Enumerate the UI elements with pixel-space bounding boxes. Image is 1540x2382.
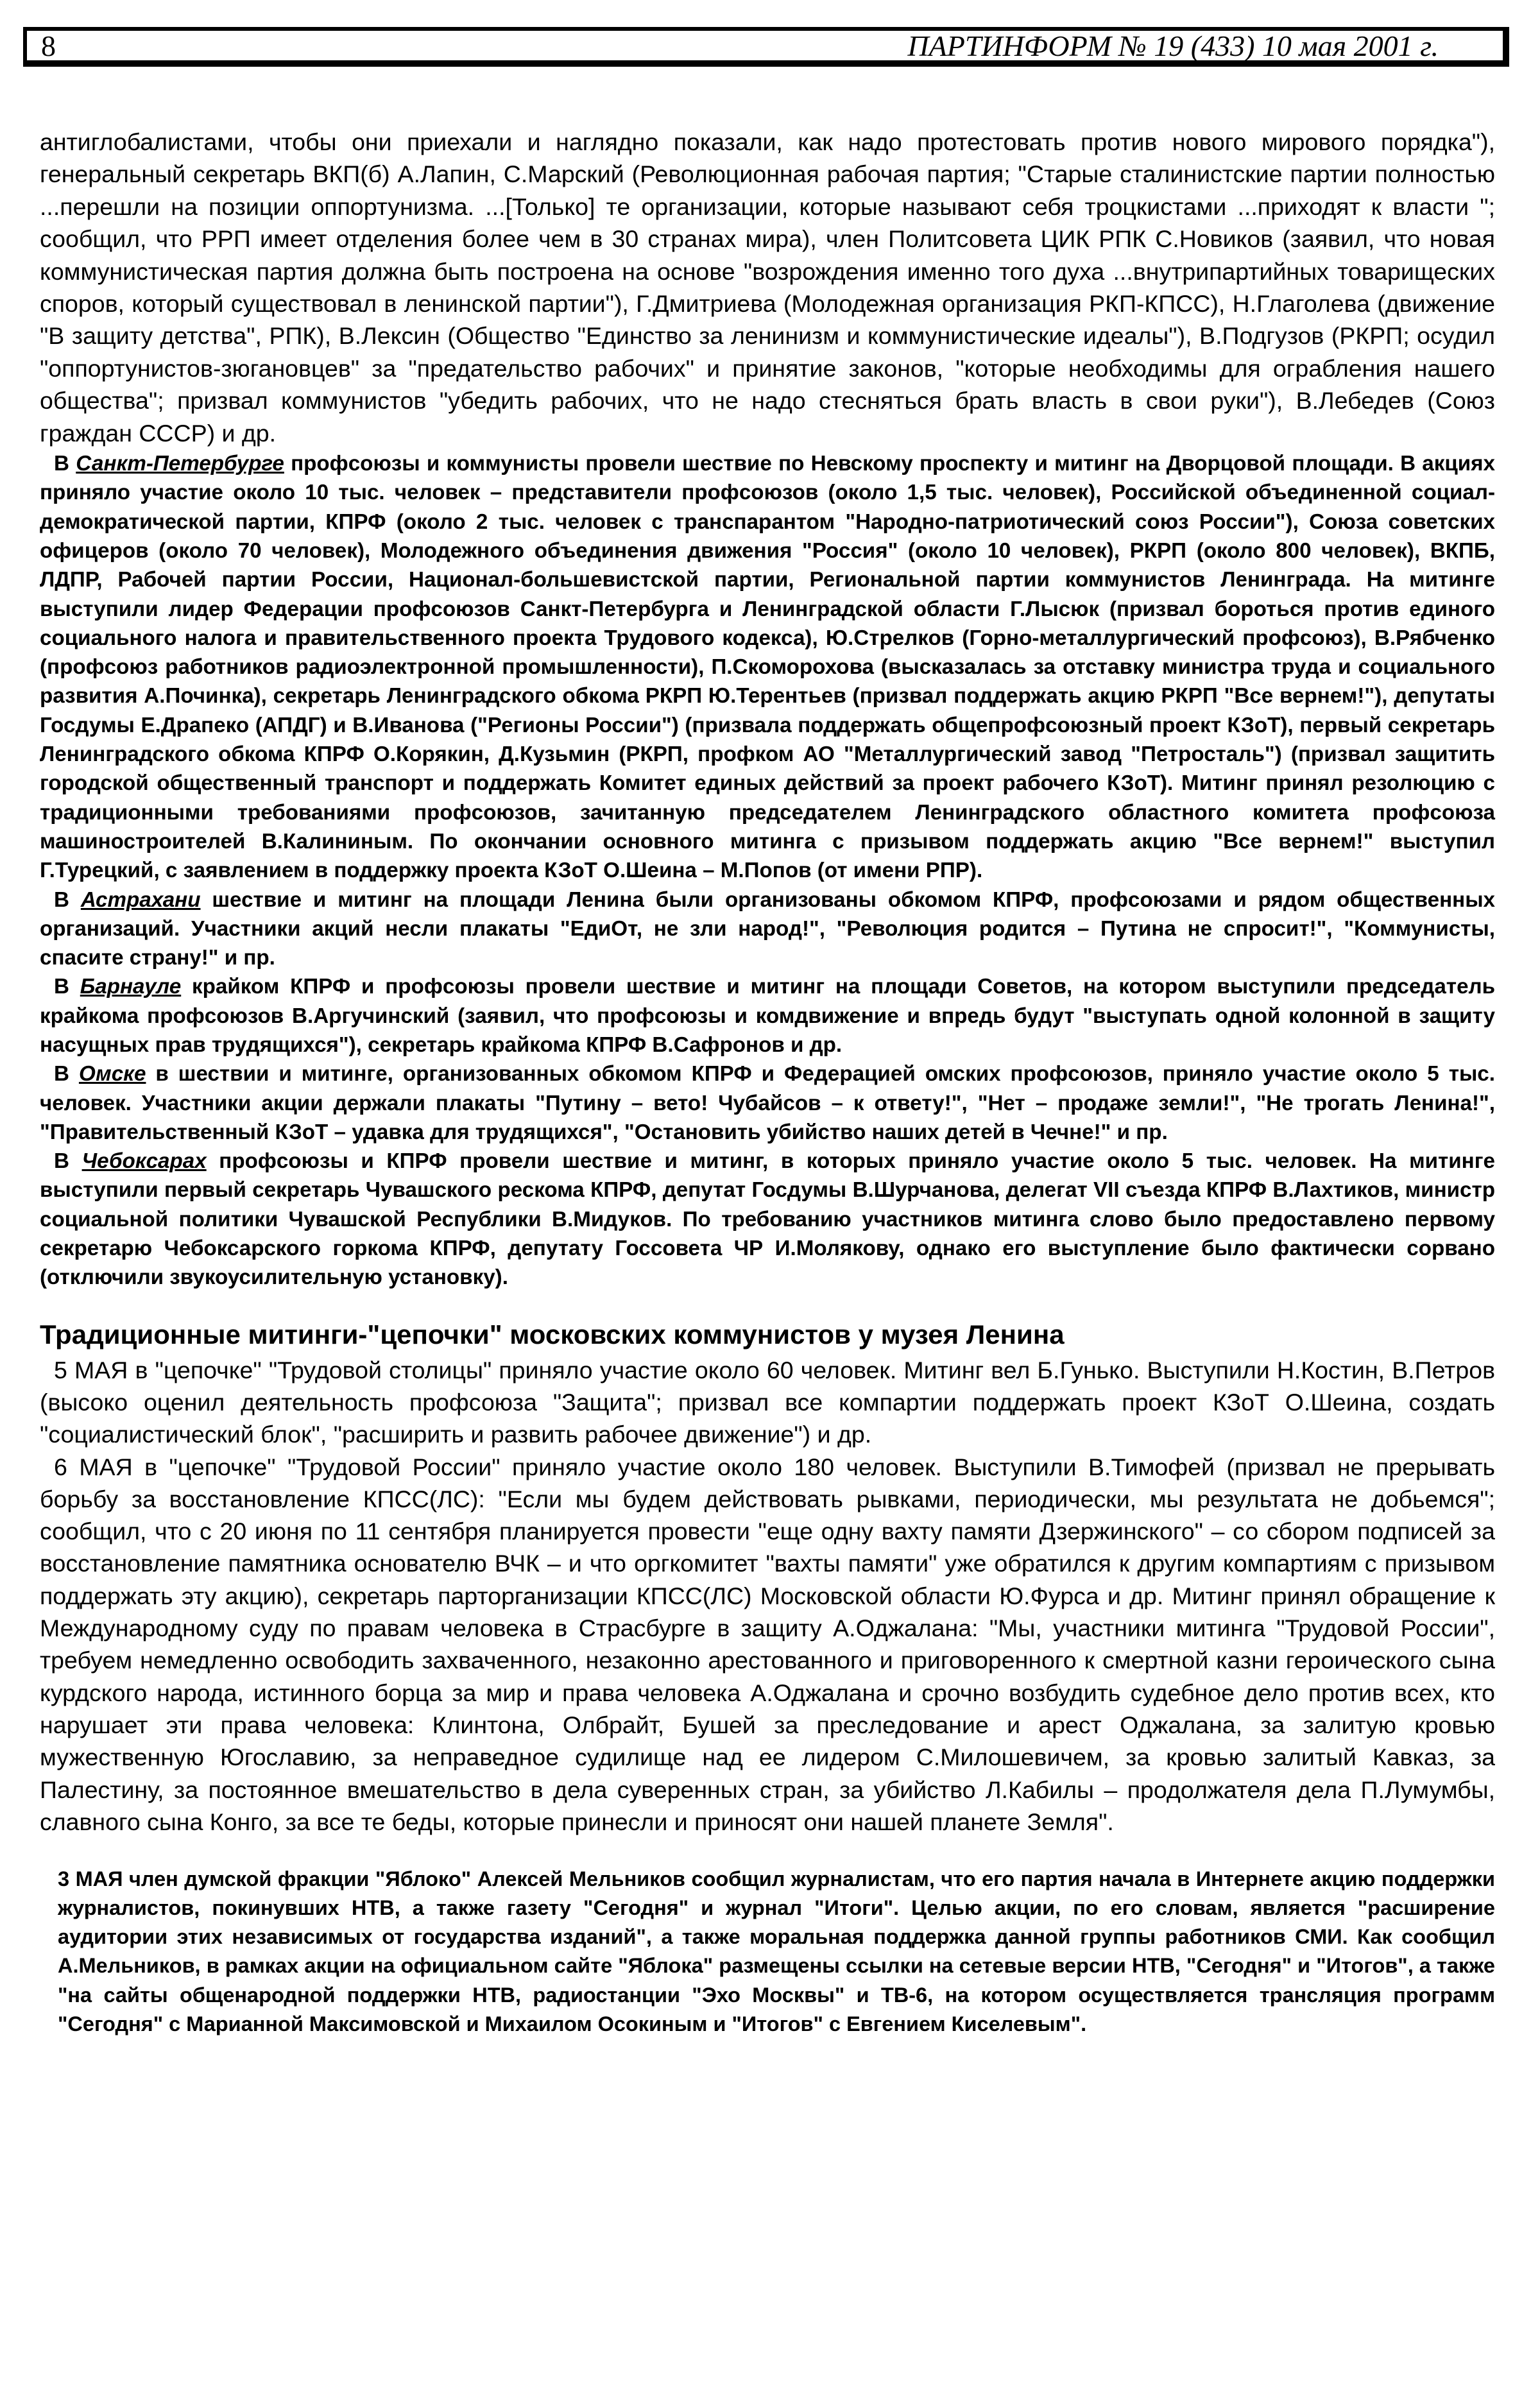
city-name: Санкт-Петербурге xyxy=(76,452,284,476)
region-text: шествие и митинг на площади Ленина были организованы обкомом КПРФ, профсоюзами и рядом общественных организаций. Участники акций несли плакаты "ЕдиОт, не зли народ!", "Революция родится – Путина не спросит!", "Коммунисты, спасите страну!" и пр. xyxy=(40,887,1495,970)
section-paragraph: 6 МАЯ в "цепочке" "Трудовой России" приняло участие около 180 человек. Выступили В.Тимофей (призвал не прерывать борьбу за восстановление КПСС(ЛС): "Если мы будем действовать рывками, периодически, мы результата не добьемся"; сообщил, что с 20 июня по 11 сентября планируется провести "еще одну вахту памяти Дзержинского" – со сбором подписей за восстановление памятника основателю ВЧК – и что оргкомитет "вахты памяти" уже обратился к другим компартиям с призывом поддержать эту акцию), секретарь парторганизации КПСС(ЛС) Московской области Ю.Фурса и др. Митинг принял обращение к Международному суду по правам человека в Страсбурге в защиту А.Оджалана: "Мы, участники митинга "Трудовой России", требуем немедленно освободить захваченного, незаконно арестованного и приговоренного к смертной казни героического сына курдского народа, истинного борца за мир и права человека А.Оджалана и срочно возбудить судебное дело против всех, кто нарушает эти права человека: Клинтона, Олбрайт, Бушей за преследование и арест Оджалана, за залитую кровью мужественную Югославию, за неправедное судилище над ее лидером С.Милошевичем, за кровью залитый Кавказ, за Палестину, за постоянное вмешательство в дела суверенных стран, за убийство Л.Кабилы – продолжателя дела П.Лумумбы, славного сына Конго, за все те беды, которые принесли и приносят они нашей планете Земля". xyxy=(40,1453,1495,1835)
region-paragraph xyxy=(40,972,1495,1059)
city-name: Барнауле xyxy=(80,975,182,999)
region-prefix: В xyxy=(54,1149,82,1174)
region-paragraph xyxy=(40,449,1495,885)
region-text: крайком КПРФ и профсоюзы провели шествие и митинг на площади Советов, на котором выступили председатель крайкома профсоюзов В.Аргучинский (заявил, что профсоюзы и комдвижение и впредь будут "выступать одной колонной в защиту насущных прав трудящихся"), секретарь крайкома КПРФ В.Сафронов и др. xyxy=(40,975,1496,1057)
region-prefix: В xyxy=(54,887,81,912)
region-text: профсоюзы и коммунисты провели шествие по Невскому проспекту и митинг на Дворцовой площади. В акциях приняло участие около 10 тыс. человек – представители профсоюзов (около 1,5 тыс. человек), Российской объединенной социал-демократической партии, КПРФ (около 2 тыс. человек с транспарантом "Народно-патриотический союз России"), Союза советских офицеров (около 70 человек), Молодежного объединения движения "Россия" (около 10 человек), РКРП (около 800 человек), ВКПБ, ЛДПР, Рабочей партии России, Национал-большевистской партии, Региональной партии коммунистов Ленинграда. На митинге выступили лидер Федерации профсоюзов Санкт-Петербурга и Ленинградской области Г.Лысюк (призвал бороться против единого социального налога и правительственного проекта Трудового кодекса), Ю.Стрелков (Горно-металлургический профсоюз), В.Рябченко (профсоюз работников радиоэлектронной промышленности), П.Скоморохова (высказалась за отставку министра труда и социального развития А.Починка), секретарь Ленинградского обкома РКРП Ю.Терентьев (призвал поддержать акцию РКРП "Все вернем!"), депутаты Госдумы Е.Драпеко (АПДГ) и В.Иванова ("Регионы России") (призвала поддержать общепрофсоюзный проект КЗоТ), первый секретарь Ленинградского обкома КПРФ О.Корякин, Д.Кузьмин (РКРП, профком АО "Металлургический завод "Петросталь") (призвал защитить городской общественный транспорт и поддержать Комитет единых действий за проект рабочего КЗоТ). Митинг принял резолюцию с традиционными требованиями профсоюзов, зачитанную председателем Ленинградского областного комитета профсоюза машиностроителей В.Калининым. По окончании основного митинга с призывом поддержать акцию "Все вернем!" выступил Г.Турецкий, с заявлением в поддержку проекта КЗоТ О.Шеина – М.Попов (от имени РПР). xyxy=(40,452,1495,883)
publication-title: ПАРТИНФОРМ № 19 (433) 10 мая 2001 г. xyxy=(907,30,1439,62)
region-prefix: В xyxy=(54,1062,79,1086)
region-paragraph xyxy=(40,1059,1495,1147)
city-name: Чебоксарах xyxy=(81,1149,207,1174)
news-paragraph: 3 МАЯ член думской фракции "Яблоко" Алексей Мельников сообщил журналистам, что его партия начала в Интернете акцию поддержки журналистов, покинувших НТВ, а также газету "Сегодня" и журнал "Итоги". Целью акции, по его словам, является "расширение аудитории этих независимых от государства изданий", а также моральная поддержка данной группы работников СМИ. Как сообщил А.Мельников, в рамках акции на официальном сайте "Яблока" размещены ссылки на сетевые версии НТВ, "Сегодня" и "Итогов", а также "на сайты общенародной поддержки НТВ, радиостанции "Эхо Москвы" и ТВ-6, на котором осуществляется трансляция программ "Сегодня" с Марианной Максимовской и Михаилом Осокиным и "Итогов" с Евгением Киселевым". xyxy=(58,1867,1495,2035)
region-text: профсоюзы и КПРФ провели шествие и митинг, в которых приняло участие около 5 тыс. человек. На митинге выступили первый секретарь Чувашского рескома КПРФ, депутат Госдумы В.Шурчанова, делегат VII съезда КПРФ В.Лахтиков, министр социальной политики Чувашской Республики В.Мидуков. По требованию участников митинга слово было предоставлено первому секретарю Чебоксарского горкома КПРФ, депутату Госсовета ЧР И.Молякову, однако его выступление было фактически сорвано (отключили звукоусилительную установку). xyxy=(40,1149,1496,1290)
region-prefix: В xyxy=(54,975,80,999)
region-paragraph xyxy=(40,886,1495,973)
section-heading: Традиционные митинги-"цепочки" московских коммунистов у музея Ленина xyxy=(40,1319,1065,1350)
page-number: 8 xyxy=(41,30,56,62)
city-name: Омске xyxy=(78,1062,146,1086)
region-prefix: В xyxy=(54,452,76,476)
article-body xyxy=(40,126,1495,2039)
region-text: в шествии и митинге, организованных обкомом КПРФ и Федерацией омских профсоюзов, приняло участие около 5 тыс. человек. Участники акции держали плакаты "Путину – вето! Чубайсов – к ответу!", "Нет – продаже земли!", "Не трогать Ленина!", "Правительственный КЗоТ – удавка для трудящихся", "Остановить убийство наших детей в Чечне!" и пр. xyxy=(40,1062,1495,1144)
intro-paragraph: антиглобалистами, чтобы они приехали и наглядно показали, как надо протестовать против нового мирового порядка"), генеральный секретарь ВКП(б) А.Лапин, С.Марский (Революционная рабочая партия; "Старые сталинистские партии полностью ...перешли на позиции оппортунизма. ...[Только] те организации, которые называют себя троцкистами ...приходят к власти "; сообщил, что РРП имеет отделения более чем в 30 странах мира), член Политсовета ЦИК РПК С.Новиков (заявил, что новая коммунистическая партия должна быть построена на основе "возрождения именно того духа ...внутрипартийных товарищеских споров, который существовал в ленинской партии"), Г.Дмитриева (Молодежная организация РКП-КПСС), Н.Глаголева (движение "В защиту детства", РПК), В.Лексин (Общество "Единство за ленинизм и коммунистические идеалы"), В.Подгузов (РКРП; осудил "оппортунистов-зюгановцев" за "предательство рабочих" и принятие законов, "которые необходимы для ограбления нашего общества"; призвал коммунистов "убедить рабочих, что не надо стесняться брать власть в свои руки"), В.Лебедев (Союз граждан СССР) и др. xyxy=(40,128,1495,447)
page-header xyxy=(23,27,1509,67)
regional-reports xyxy=(40,449,1495,1292)
news-item xyxy=(40,1865,1495,2039)
city-name: Астрахани xyxy=(80,887,201,912)
section-paragraph: 5 МАЯ в "цепочке" "Трудовой столицы" приняло участие около 60 человек. Митинг вел Б.Гунько. Выступили Н.Костин, В.Петров (высоко оценил деятельность профсоюза "Защита"; призвал все компартии поддержать проект КЗоТ О.Шеина, создать "социалистический блок", "расширить и развить рабочее движение") и др. xyxy=(40,1356,1495,1448)
section-body xyxy=(40,1354,1495,1838)
region-paragraph xyxy=(40,1147,1495,1292)
